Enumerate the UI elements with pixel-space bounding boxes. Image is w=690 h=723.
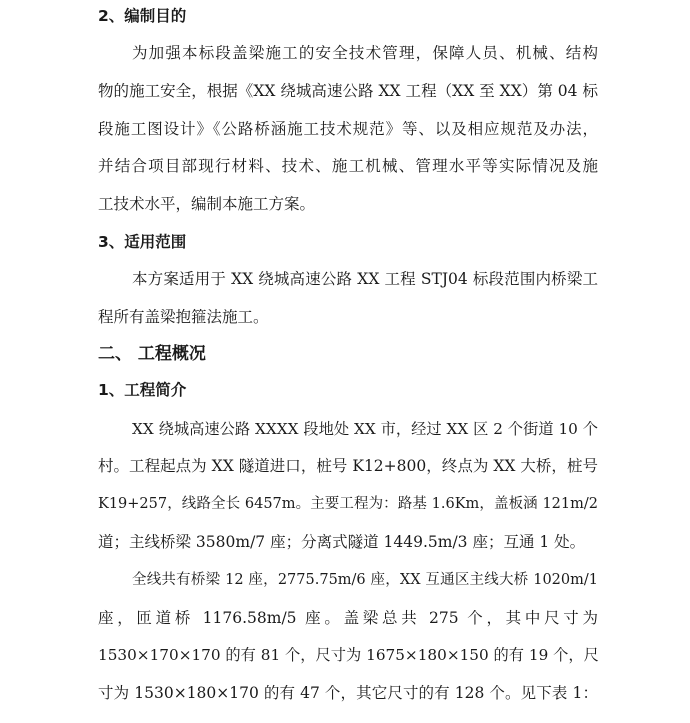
section-heading-intro: 1、工程简介	[98, 381, 187, 399]
paragraph-line: 物的施工安全，根据《XX 绕城高速公路 XX 工程（XX 至 XX）第 04 标	[98, 82, 598, 100]
paragraph-line: 座，匝道桥 1176.58m/5 座。盖梁总共 275 个，其中尺寸为	[98, 609, 598, 627]
paragraph-line: 工技术水平，编制本施工方案。	[98, 195, 316, 213]
paragraph-line: 并结合项目部现行材料、技术、施工机械、管理水平等实际情况及施	[98, 157, 598, 175]
paragraph-line: 1530×170×170 的有 81 个，尺寸为 1675×180×150 的有 19 个，尺	[98, 646, 599, 664]
paragraph-line: 全线共有桥梁 12 座，2775.75m/6 座，XX 互通区主线大桥 1020m/1	[132, 572, 598, 588]
section-heading-purpose: 2、编制目的	[98, 7, 187, 25]
paragraph-line: 为加强本标段盖梁施工的安全技术管理，保障人员、机械、结构	[132, 44, 598, 62]
paragraph-line: 段施工图设计》《公路桥涵施工技术规范》等、以及相应规范及办法，	[98, 120, 598, 138]
chapter-heading-overview: 二、 工程概况	[98, 344, 206, 364]
paragraph-line: 村。工程起点为 XX 隧道进口，桩号 K12+800，终点为 XX 大桥，桩号	[98, 457, 598, 475]
paragraph-line: 道；主线桥梁 3580m/7 座；分离式隧道 1449.5m/3 座；互通 1 处。	[98, 533, 586, 551]
paragraph-line: 本方案适用于 XX 绕城高速公路 XX 工程 STJ04 标段范围内桥梁工	[132, 270, 598, 288]
paragraph-line: K19+257，线路全长 6457m。主要工程为：路基 1.6Km，盖板涵 121m/2	[98, 496, 598, 512]
paragraph-line: XX 绕城高速公路 XXXX 段地处 XX 市，经过 XX 区 2 个街道 10 个	[132, 420, 598, 438]
paragraph-line: 程所有盖梁抱箍法施工。	[98, 308, 269, 326]
section-heading-scope: 3、适用范围	[98, 233, 187, 251]
paragraph-line: 寸为 1530×180×170 的有 47 个，其它尺寸的有 128 个。见下表 1：	[98, 684, 598, 702]
